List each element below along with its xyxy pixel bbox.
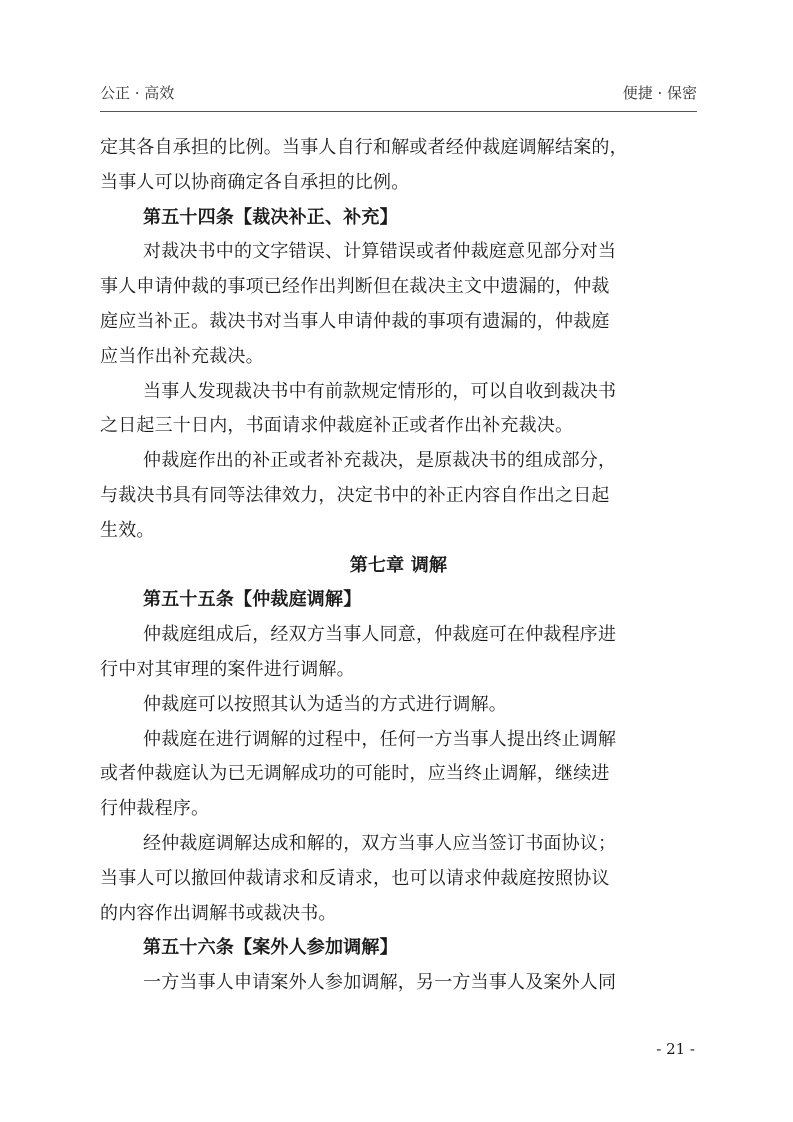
text-line: 当事人发现裁决书中有前款规定情形的，可以自收到裁决书	[143, 380, 617, 402]
text-line: 的内容作出调解书或裁决书。	[100, 902, 337, 924]
text-line: 之日起三十日内，书面请求仲裁庭补正或者作出补充裁决。	[100, 415, 574, 437]
text-line: 仲裁庭在进行调解的过程中，任何一方当事人提出终止调解	[143, 728, 617, 750]
text-line: 生效。	[100, 519, 155, 541]
text-line: 庭应当补正。裁决书对当事人申请仲裁的事项有遗漏的，仲裁庭	[100, 310, 610, 332]
text-line: 当事人可以协商确定各自承担的比例。	[100, 171, 410, 193]
header-divider	[100, 111, 697, 112]
article-heading-54: 第五十四条【裁决补正、补充】	[143, 206, 398, 228]
text-line: 行中对其审理的案件进行调解。	[100, 658, 355, 680]
text-line: 仲裁庭可以按照其认为适当的方式进行调解。	[143, 693, 507, 715]
article-heading-55: 第五十五条【仲裁庭调解】	[143, 589, 362, 611]
chapter-heading: 第七章 调解	[349, 554, 448, 576]
text-line: 仲裁庭组成后，经双方当事人同意，仲裁庭可在仲裁程序进	[143, 624, 617, 646]
text-line: 应当作出补充裁决。	[100, 345, 264, 367]
article-heading-56: 第五十六条【案外人参加调解】	[143, 937, 398, 959]
text-line: 对裁决书中的文字错误、计算错误或者仲裁庭意见部分对当	[143, 241, 617, 263]
header-left-text: 公正 · 高效	[100, 84, 175, 102]
page-number: - 21 -	[656, 1040, 695, 1058]
document-body	[100, 131, 697, 1001]
text-line: 事人申请仲裁的事项已经作出判断但在裁决主文中遗漏的，仲裁	[100, 276, 610, 298]
page-header	[100, 82, 697, 108]
text-line: 与裁决书具有同等法律效力，决定书中的补正内容自作出之日起	[100, 484, 610, 506]
text-line: 经仲裁庭调解达成和解的，双方当事人应当签订书面协议；	[143, 832, 617, 854]
text-line: 当事人可以撤回仲裁请求和反请求，也可以请求仲裁庭按照协议	[100, 867, 610, 889]
text-line: 一方当事人申请案外人参加调解，另一方当事人及案外人同	[143, 972, 617, 994]
text-line: 或者仲裁庭认为已无调解成功的可能时，应当终止调解，继续进	[100, 763, 610, 785]
header-right-text: 便捷 · 保密	[622, 84, 697, 102]
text-line: 定其各自承担的比例。当事人自行和解或者经仲裁庭调解结案的，	[100, 137, 628, 158]
text-line: 仲裁庭作出的补正或者补充裁决，是原裁决书的组成部分，	[143, 450, 617, 472]
text-line: 行仲裁程序。	[100, 798, 210, 820]
